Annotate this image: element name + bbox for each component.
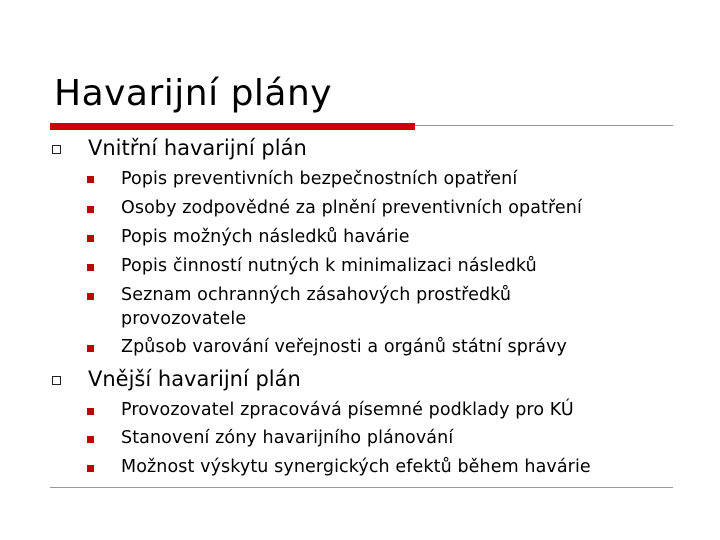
- list-item: Popis činností nutných k minimalizaci následků: [121, 256, 537, 276]
- filled-square-bullet-icon: [87, 436, 94, 443]
- section-heading-external-plan: Vnější havarijní plán: [88, 367, 301, 391]
- list-item: Provozovatel zpracovává písemné podklady pro KÚ: [121, 400, 574, 420]
- filled-square-bullet-icon: [87, 206, 94, 213]
- title-accent-bar: [50, 123, 415, 130]
- filled-square-bullet-icon: [87, 345, 94, 352]
- section-heading-internal-plan: Vnitřní havarijní plán: [88, 136, 307, 160]
- list-item: Popis možných následků havárie: [121, 227, 410, 247]
- list-item: Popis preventivních bezpečnostních opatření: [121, 169, 518, 189]
- hollow-square-bullet-icon: [52, 145, 61, 154]
- list-item-continuation: provozovatele: [121, 309, 247, 329]
- filled-square-bullet-icon: [87, 293, 94, 300]
- filled-square-bullet-icon: [87, 176, 94, 183]
- filled-square-bullet-icon: [87, 465, 94, 472]
- list-item: Možnost výskytu synergických efektů během havárie: [121, 457, 591, 477]
- title-divider-line: [415, 125, 673, 126]
- filled-square-bullet-icon: [87, 408, 94, 415]
- footer-divider-line: [50, 487, 673, 488]
- list-item: Seznam ochranných zásahových prostředků: [121, 285, 512, 305]
- filled-square-bullet-icon: [87, 235, 94, 242]
- list-item: Stanovení zóny havarijního plánování: [121, 428, 454, 448]
- filled-square-bullet-icon: [87, 264, 94, 271]
- hollow-square-bullet-icon: [52, 376, 61, 385]
- list-item: Způsob varování veřejnosti a orgánů státní správy: [121, 337, 567, 357]
- list-item: Osoby zodpovědné za plnění preventivních opatření: [121, 198, 582, 218]
- slide-title: Havarijní plány: [54, 73, 333, 114]
